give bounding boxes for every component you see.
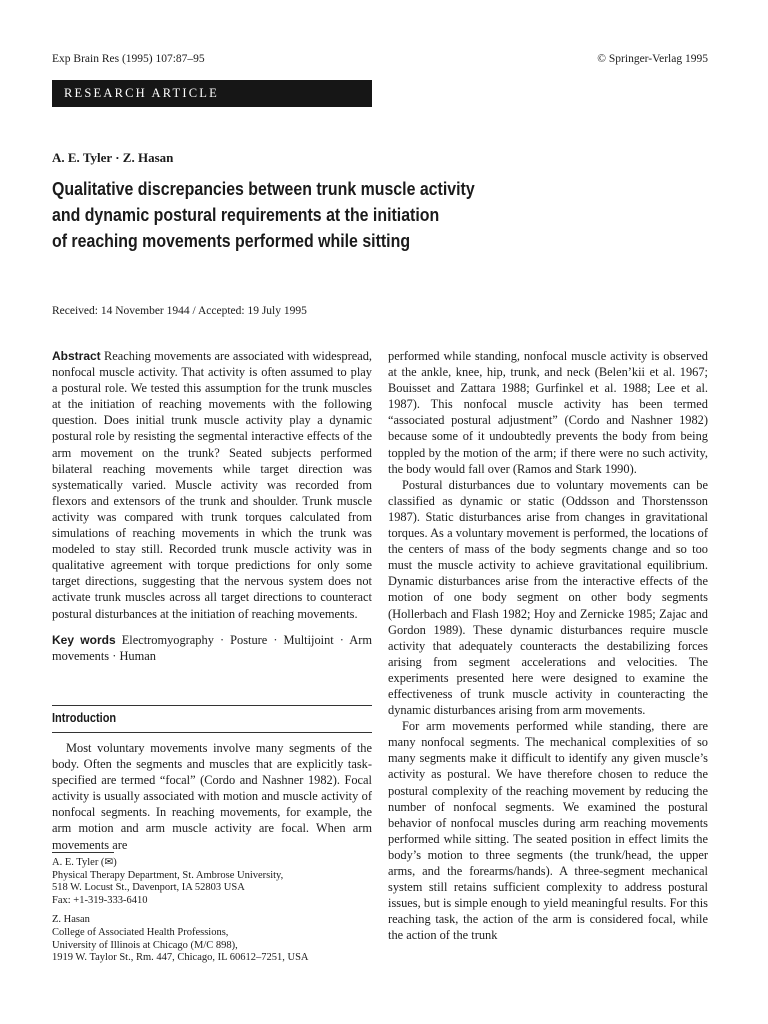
- introduction-heading: Introduction: [52, 711, 117, 725]
- section-rule: [52, 705, 372, 706]
- body-paragraph: Postural disturbances due to voluntary movements can be classified as dynamic or static (Oddsson and Thorstensson 1987). Static disturbances arise from changes in gravitational torques. As a voluntary movement is performed, the locations of the centers of mass of the body segments change and so too must the muscle activity to achieve gravitational equilibrium. Dynamic disturbances arise from the interactive effects of the motion of one body segment on other body segments (Hollerbach and Flash 1982; Hoy and Zernicke 1985; Zajac and Gordon 1989). These dynamic disturbances require muscle activity that adequately counteracts the destabilizing forces arising from segment accelerations and velocities. The experiments presented here were designed to examine the effectiveness of trunk muscle activity in counteracting the dynamic disturbances arising from arm movements.: [388, 477, 708, 718]
- footnote-line: 1919 W. Taylor St., Rm. 447, Chicago, IL 60612–7251, USA: [52, 952, 309, 964]
- authors: A. E. Tyler · Z. Hasan: [52, 150, 174, 165]
- abstract-section: [52, 348, 372, 664]
- abstract-paragraph: [52, 348, 372, 622]
- footnote-line: Z. Hasan: [52, 914, 90, 926]
- received-dates: Received: 14 November 1944 / Accepted: 19 July 1995: [52, 305, 307, 317]
- footnote-line: University of Illinois at Chicago (M/C 898),: [52, 939, 238, 951]
- title-line: of reaching movements performed while sitting: [52, 230, 411, 251]
- footnote-rule: [52, 852, 114, 853]
- footnote-line: Fax: +1-319-333-6410: [52, 894, 148, 906]
- abstract-text: Reaching movements are associated with widespread, nonfocal muscle activity. That activity is often assumed to play a postural role. We tested this assumption for the trunk muscles at the initiation of reaching movements with the following question. Does initial trunk muscle activity play a dynamic postural role by resisting the segmental interactive effects of the arm movement on the trunk? Seated subjects performed bilateral reaching movements while target direction was systematically varied. Muscle activity was recorded from flexors and extensors of the trunk and shoulder. Trunk muscle activity was compared with trunk torques calculated from simulations of reaching movements in which the trunk was modeled to stay still. Recorded trunk muscle activity was in qualitative agreement with torque predictions for only some target directions, suggesting that the nervous system does not activate trunk muscles across all target directions to counteract postural disturbances at the initiation of reaching movements.: [52, 349, 373, 621]
- introduction-left-column: [52, 740, 372, 853]
- abstract-label: Abstract: [52, 349, 101, 363]
- title-line: and dynamic postural requirements at the initiation: [52, 204, 440, 225]
- footnote-line: Physical Therapy Department, St. Ambrose University,: [52, 869, 284, 881]
- section-rule: [52, 732, 372, 733]
- footnote-line: 518 W. Locust St., Davenport, IA 52803 USA: [52, 882, 245, 894]
- keywords-label: Key words: [52, 632, 116, 647]
- article-type-banner: RESEARCH ARTICLE: [52, 80, 372, 107]
- author2-affiliation: [52, 914, 372, 964]
- footnote-line: A. E. Tyler (✉): [52, 857, 117, 868]
- body-paragraph: Most voluntary movements involve many segments of the body. Often the segments and muscles that are explicitly task-specified are termed “focal” (Cordo and Nashner 1982). Focal activity is usually associated with motion and muscle activity of nonfocal segments. In reaching movements, for example, the arm motion and arm muscle activity are focal. When arm movements are: [52, 741, 372, 852]
- keywords-paragraph: [52, 632, 372, 664]
- article-title: [52, 176, 620, 254]
- copyright-notice: © Springer-Verlag 1995: [597, 53, 708, 65]
- body-paragraph: performed while standing, nonfocal muscle activity is observed at the ankle, knee, hip, trunk, and neck (Belen’kii et al. 1967; Bouisset and Zattara 1988; Gurfinkel et al. 1988; Lee et al. 1987). This nonfocal muscle activity has been termed “associated postural adjustment” (Cordo and Nashner 1982) because some of it undoubtedly prevents the body from being toppled by the motion of the arm; if there were no such activity, the body would fall over (Ramos and Stark 1990).: [388, 349, 708, 476]
- author-footnotes: [52, 857, 372, 972]
- right-column: [388, 348, 708, 943]
- journal-citation: Exp Brain Res (1995) 107:87–95: [52, 53, 205, 65]
- keywords-text: Electromyography · Posture · Multijoint · Arm movements · Human: [52, 632, 372, 663]
- title-line: Qualitative discrepancies between trunk muscle activity: [52, 178, 475, 199]
- footnote-line: College of Associated Health Professions,: [52, 926, 229, 938]
- author1-affiliation: [52, 857, 372, 907]
- body-paragraph: For arm movements performed while standing, there are many nonfocal segments. The mechanical complexities of so many segments make it difficult to identify any given muscle’s activity as postural. We have therefore chosen to reduce the postural complexity of the reaching movement by reducing the number of nonfocal segments. We examined the postural behavior of nonfocal muscles during arm reaching movements performed while sitting. The seated position in effect limits the body’s motion to three segments (the trunk/head, the upper arms, and the forearms/hands). A three-segment mechanical system still retains sufficient complexity to address postural issues, but is simple enough to yield meaningful results. For this reaching task, the action of the arm is considered focal, while the action of the trunk: [388, 719, 708, 943]
